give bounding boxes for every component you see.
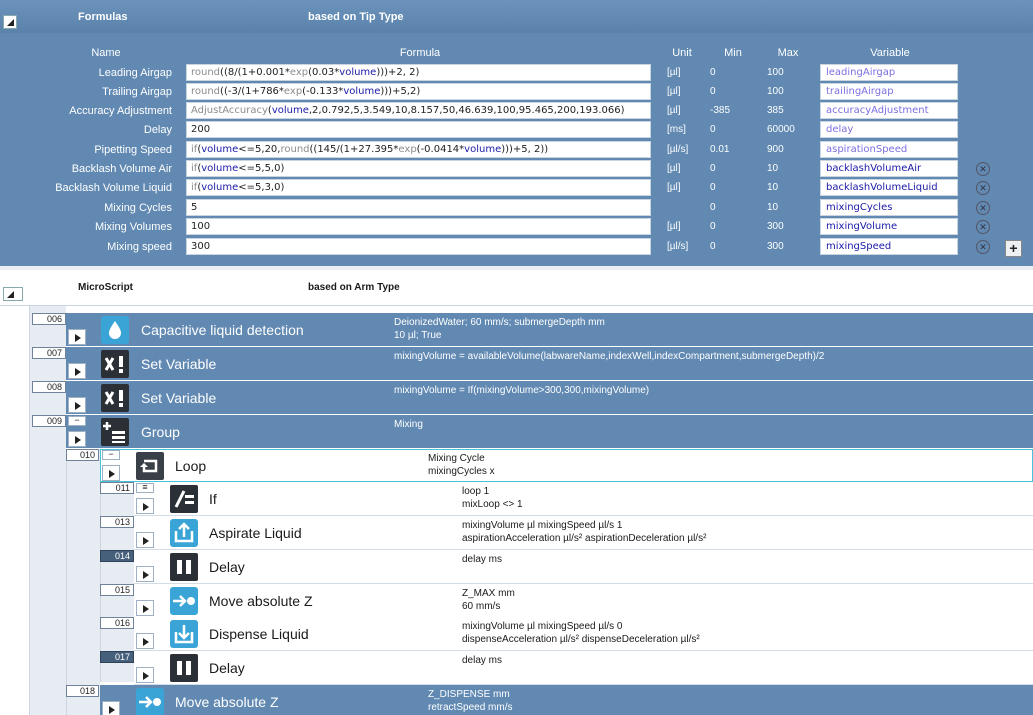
expand-step-button[interactable] bbox=[68, 363, 86, 379]
formula-max: 300 bbox=[767, 241, 784, 252]
step-label: Group bbox=[141, 424, 180, 440]
formula-input[interactable] bbox=[186, 83, 651, 100]
step-row[interactable] bbox=[134, 550, 1033, 584]
group-icon bbox=[101, 418, 129, 446]
step-number[interactable]: 017 bbox=[100, 651, 134, 663]
formula-max: 100 bbox=[767, 67, 784, 78]
step-label: Move absolute Z bbox=[209, 593, 313, 609]
formula-variable-token: volume bbox=[343, 86, 381, 97]
step-parameter-line: Z_MAX mm bbox=[462, 588, 515, 599]
formula-text-token: <=5,5,0) bbox=[238, 163, 285, 174]
step-parameter-line: retractSpeed mm/s bbox=[428, 702, 513, 713]
formula-text-token: 300 bbox=[191, 241, 211, 252]
formula-name: Delay bbox=[143, 124, 172, 136]
formula-variable-field[interactable]: backlashVolumeLiquid bbox=[820, 179, 958, 196]
formula-variable-field[interactable]: delay bbox=[820, 121, 958, 138]
formula-input[interactable] bbox=[186, 179, 651, 196]
step-row[interactable] bbox=[100, 685, 1033, 715]
loop-icon bbox=[136, 452, 164, 480]
formula-text-token: )))+5, 2)) bbox=[501, 144, 549, 155]
step-parameters bbox=[428, 452, 495, 478]
col-header-name: Name bbox=[91, 47, 121, 59]
formula-input[interactable] bbox=[186, 141, 651, 158]
formula-name: Mixing speed bbox=[107, 241, 172, 253]
formula-text-token: ( bbox=[197, 182, 202, 193]
step-number[interactable]: 008 bbox=[32, 381, 66, 393]
droplet-icon bbox=[101, 316, 129, 344]
formula-text-token: ,2,0.792,5,3.549,10,8.157,50,46.639,100,95.465,200,193.066) bbox=[308, 105, 625, 116]
collapse-formulas-button[interactable] bbox=[3, 15, 17, 29]
dispense-icon bbox=[170, 620, 198, 648]
step-row[interactable] bbox=[66, 415, 1033, 449]
delete-formula-icon[interactable]: ✕ bbox=[976, 220, 990, 234]
step-number[interactable]: 016 bbox=[100, 617, 134, 629]
step-label: Delay bbox=[209, 559, 245, 575]
formula-max: 60000 bbox=[767, 124, 795, 135]
col-header-max: Max bbox=[777, 47, 799, 59]
expand-step-button[interactable] bbox=[68, 397, 86, 413]
formulas-subtitle: based on Tip Type bbox=[308, 11, 404, 23]
formula-row bbox=[0, 238, 1033, 257]
formula-text-token: 200 bbox=[191, 124, 211, 135]
step-number[interactable]: 013 bbox=[100, 516, 134, 528]
formula-variable-field[interactable]: mixingSpeed bbox=[820, 238, 958, 255]
formula-name: Leading Airgap bbox=[98, 67, 172, 79]
step-label: Set Variable bbox=[141, 390, 217, 406]
formula-text-token: ((-3/(1+786* bbox=[220, 86, 284, 97]
step-row[interactable] bbox=[134, 584, 1033, 618]
expand-step-button[interactable] bbox=[136, 600, 154, 616]
formula-min: 0 bbox=[710, 67, 716, 78]
formula-min: 0 bbox=[710, 86, 716, 97]
formula-variable-field[interactable]: accuracyAdjustment bbox=[820, 102, 958, 119]
step-label: Capacitive liquid detection bbox=[141, 322, 304, 338]
delete-formula-icon[interactable]: ✕ bbox=[976, 240, 990, 254]
formula-unit: [µl/s] bbox=[667, 144, 689, 155]
col-header-unit: Unit bbox=[672, 47, 692, 59]
formula-row bbox=[0, 121, 1033, 140]
formula-function-token: exp bbox=[283, 86, 303, 97]
step-number[interactable]: 015 bbox=[100, 584, 134, 596]
add-formula-button[interactable]: + bbox=[1005, 240, 1022, 257]
formula-name: Backlash Volume Liquid bbox=[55, 182, 172, 194]
formula-variable-field[interactable]: mixingVolume bbox=[820, 218, 958, 235]
step-parameters bbox=[462, 587, 515, 613]
step-label: Delay bbox=[209, 660, 245, 676]
formula-row bbox=[0, 199, 1033, 218]
step-row[interactable] bbox=[66, 347, 1033, 381]
formula-text-token: )))+2, 2) bbox=[376, 67, 420, 78]
formula-function-token: round bbox=[280, 144, 310, 155]
formula-unit: [ms] bbox=[667, 124, 686, 135]
formula-text-token: ((145/(1+27.395* bbox=[309, 144, 399, 155]
formula-name: Trailing Airgap bbox=[102, 86, 172, 98]
pause-icon bbox=[170, 654, 198, 682]
expand-step-button[interactable] bbox=[136, 532, 154, 548]
formula-min: 0 bbox=[710, 163, 716, 174]
if-icon bbox=[170, 485, 198, 513]
formula-variable-field[interactable]: aspirationSpeed bbox=[820, 141, 958, 158]
formula-max: 300 bbox=[767, 221, 784, 232]
collapse-group-button[interactable]: ≡ bbox=[136, 483, 154, 493]
formula-input[interactable] bbox=[186, 102, 651, 119]
formula-max: 10 bbox=[767, 182, 779, 193]
step-parameters bbox=[462, 519, 706, 545]
formula-function-token: if bbox=[191, 182, 198, 193]
formula-min: 0 bbox=[710, 241, 716, 252]
step-row[interactable] bbox=[134, 516, 1033, 550]
microscript-header bbox=[0, 270, 1033, 306]
pause-icon bbox=[170, 553, 198, 581]
expand-step-button[interactable] bbox=[102, 465, 120, 481]
formula-min: 0 bbox=[710, 182, 716, 193]
step-parameter-line: mixLoop <> 1 bbox=[462, 499, 523, 510]
formula-unit: [µl] bbox=[667, 105, 681, 116]
formula-unit: [µl/s] bbox=[667, 241, 689, 252]
formula-variable-field[interactable]: backlashVolumeAir bbox=[820, 160, 958, 177]
step-parameters bbox=[462, 485, 523, 511]
formula-variable-token: volume bbox=[201, 163, 239, 174]
step-row[interactable] bbox=[134, 617, 1033, 651]
formula-text-token: <=5,20, bbox=[238, 144, 281, 155]
formula-name: Backlash Volume Air bbox=[71, 163, 172, 175]
step-parameter-line: Z_DISPENSE mm bbox=[428, 689, 510, 700]
formula-function-token: AdjustAccuracy bbox=[191, 105, 268, 116]
formula-max: 100 bbox=[767, 86, 784, 97]
formula-text-token: ((8/(1+0.001* bbox=[220, 67, 290, 78]
step-parameter-line: Mixing bbox=[394, 419, 423, 430]
step-parameters bbox=[394, 350, 824, 363]
formula-row bbox=[0, 83, 1033, 102]
formula-variable-token: volume bbox=[201, 182, 239, 193]
formula-variable-token: volume bbox=[464, 144, 502, 155]
formula-function-token: round bbox=[191, 86, 221, 97]
formula-max: 10 bbox=[767, 163, 779, 174]
delete-formula-icon[interactable]: ✕ bbox=[976, 162, 990, 176]
formula-function-token: exp bbox=[289, 67, 309, 78]
microscript-title: MicroScript bbox=[78, 282, 134, 293]
formula-min: -385 bbox=[710, 105, 731, 116]
step-row[interactable] bbox=[66, 381, 1033, 415]
formula-name: Accuracy Adjustment bbox=[69, 105, 172, 117]
step-row[interactable] bbox=[134, 651, 1033, 685]
step-parameters bbox=[428, 688, 512, 714]
formula-variable-token: volume bbox=[271, 105, 309, 116]
step-number[interactable]: 007 bbox=[32, 347, 66, 359]
step-number[interactable]: 006 bbox=[32, 313, 66, 325]
step-number[interactable]: 011 bbox=[100, 482, 134, 494]
formula-min: 0.01 bbox=[710, 144, 730, 155]
step-number[interactable]: 014 bbox=[100, 550, 134, 562]
step-label: Aspirate Liquid bbox=[209, 525, 302, 541]
formula-function-token: if bbox=[191, 144, 198, 155]
formulas-header bbox=[0, 0, 1033, 33]
expand-step-button[interactable] bbox=[68, 329, 86, 345]
collapse-microscript-button[interactable] bbox=[3, 287, 23, 301]
step-parameter-line: delay ms bbox=[462, 554, 503, 565]
formula-text-token: <=5,3,0) bbox=[238, 182, 285, 193]
indent-guide-level-1 bbox=[66, 448, 100, 715]
step-parameters bbox=[462, 654, 502, 667]
formula-input[interactable] bbox=[186, 218, 651, 235]
step-number[interactable]: 018 bbox=[66, 685, 99, 697]
step-label: Set Variable bbox=[141, 356, 217, 372]
step-row[interactable] bbox=[66, 313, 1033, 347]
formula-unit: [µl] bbox=[667, 67, 681, 78]
step-parameter-line: dispenseAcceleration µl/s² dispenseDeceleration µl/s² bbox=[462, 634, 700, 645]
formulas-title: Formulas bbox=[78, 11, 128, 23]
collapse-group-button[interactable]: − bbox=[68, 416, 86, 426]
formula-variable-field[interactable]: trailingAirgap bbox=[820, 83, 958, 100]
set-variable-icon bbox=[101, 384, 129, 412]
expand-step-button[interactable] bbox=[136, 667, 154, 683]
step-parameter-line: 10 µl; True bbox=[394, 330, 442, 341]
formula-max: 900 bbox=[767, 144, 784, 155]
step-parameter-line: mixingVolume = If(mixingVolume>300,300,mixingVolume) bbox=[394, 385, 650, 396]
formula-text-token: 100 bbox=[191, 221, 211, 232]
step-parameter-line: mixingCycles x bbox=[428, 466, 495, 477]
formula-unit: [µl] bbox=[667, 221, 681, 232]
formulas-panel bbox=[0, 0, 1033, 266]
formula-min: 0 bbox=[710, 221, 716, 232]
formula-unit: [µl] bbox=[667, 86, 681, 97]
formula-text-token: ( bbox=[197, 144, 202, 155]
step-parameters bbox=[394, 384, 649, 397]
formula-input[interactable] bbox=[186, 238, 651, 255]
step-number[interactable]: 009 bbox=[32, 415, 66, 427]
formula-text-token: (-0.133* bbox=[302, 86, 344, 97]
formula-input[interactable] bbox=[186, 160, 651, 177]
formula-text-token: (-0.0414* bbox=[416, 144, 465, 155]
step-parameters bbox=[394, 418, 423, 431]
formula-input[interactable] bbox=[186, 64, 651, 81]
formula-name: Mixing Volumes bbox=[94, 221, 172, 233]
step-parameter-line: delay ms bbox=[462, 655, 503, 666]
delete-formula-icon[interactable]: ✕ bbox=[976, 181, 990, 195]
move-z-icon bbox=[170, 587, 198, 615]
formula-function-token: if bbox=[191, 163, 198, 174]
step-number[interactable]: 010 bbox=[66, 449, 99, 461]
collapse-group-button[interactable]: − bbox=[102, 450, 120, 460]
formula-name: Mixing Cycles bbox=[104, 202, 172, 214]
expand-step-button[interactable] bbox=[68, 431, 86, 447]
step-row[interactable] bbox=[100, 449, 1033, 483]
formula-function-token: exp bbox=[398, 144, 417, 155]
step-parameters bbox=[462, 620, 700, 646]
step-parameter-line: loop 1 bbox=[462, 486, 490, 497]
formula-min: 0 bbox=[710, 202, 716, 213]
step-parameter-line: mixingVolume = availableVolume(labwareName,indexWell,indexCompartment,submergeDepth)/2 bbox=[394, 351, 825, 362]
formula-text-token: ( bbox=[197, 163, 202, 174]
step-label: Loop bbox=[175, 458, 207, 474]
step-parameter-line: 60 mm/s bbox=[462, 601, 501, 612]
expand-step-button[interactable] bbox=[136, 566, 154, 582]
col-header-variable: Variable bbox=[870, 47, 910, 59]
formula-row bbox=[0, 141, 1033, 160]
formula-function-token: round bbox=[191, 67, 221, 78]
indent-guide-level-0 bbox=[29, 306, 66, 715]
col-header-formula: Formula bbox=[399, 47, 441, 59]
step-label: Move absolute Z bbox=[175, 694, 279, 710]
formula-row bbox=[0, 102, 1033, 121]
expand-step-button[interactable] bbox=[136, 633, 154, 649]
formula-row bbox=[0, 179, 1033, 198]
formula-max: 10 bbox=[767, 202, 779, 213]
formula-name: Pipetting Speed bbox=[94, 144, 172, 156]
formula-row bbox=[0, 64, 1033, 83]
step-label: If bbox=[209, 491, 217, 507]
microscript-subtitle: based on Arm Type bbox=[308, 282, 400, 293]
step-parameter-line: mixingVolume µl mixingSpeed µl/s 1 bbox=[462, 520, 623, 531]
formula-max: 385 bbox=[767, 105, 784, 116]
col-header-min: Min bbox=[724, 47, 742, 59]
expand-step-button[interactable] bbox=[136, 498, 154, 514]
step-parameters bbox=[462, 553, 502, 566]
formula-variable-field[interactable]: leadingAirgap bbox=[820, 64, 958, 81]
formula-unit: [µl] bbox=[667, 163, 681, 174]
formula-text-token: ( bbox=[267, 105, 272, 116]
formula-unit: [µl] bbox=[667, 182, 681, 193]
step-parameter-line: aspirationAcceleration µl/s² aspirationDeceleration µl/s² bbox=[462, 533, 707, 544]
formula-variable-token: volume bbox=[201, 144, 239, 155]
set-variable-icon bbox=[101, 350, 129, 378]
formula-row bbox=[0, 160, 1033, 179]
formula-text-token: 5 bbox=[191, 202, 198, 213]
formula-variable-field[interactable]: mixingCycles bbox=[820, 199, 958, 216]
formula-text-token: )))+5,2) bbox=[380, 86, 421, 97]
formula-min: 0 bbox=[710, 124, 716, 135]
formula-variable-token: volume bbox=[339, 67, 377, 78]
formula-row bbox=[0, 218, 1033, 237]
formula-text-token: (0.03* bbox=[308, 67, 340, 78]
move-z-icon bbox=[136, 688, 164, 715]
step-parameters bbox=[394, 316, 605, 342]
step-parameter-line: DeionizedWater; 60 mm/s; submergeDepth mm bbox=[394, 317, 605, 328]
row-focus-outline bbox=[100, 449, 1033, 482]
step-parameter-line: Mixing Cycle bbox=[428, 453, 485, 464]
expand-step-button[interactable] bbox=[102, 701, 120, 715]
formula-input[interactable] bbox=[186, 121, 651, 138]
aspirate-icon bbox=[170, 519, 198, 547]
step-parameter-line: mixingVolume µl mixingSpeed µl/s 0 bbox=[462, 621, 623, 632]
formula-input[interactable] bbox=[186, 199, 651, 216]
delete-formula-icon[interactable]: ✕ bbox=[976, 201, 990, 215]
step-row[interactable] bbox=[134, 482, 1033, 516]
step-label: Dispense Liquid bbox=[209, 626, 309, 642]
